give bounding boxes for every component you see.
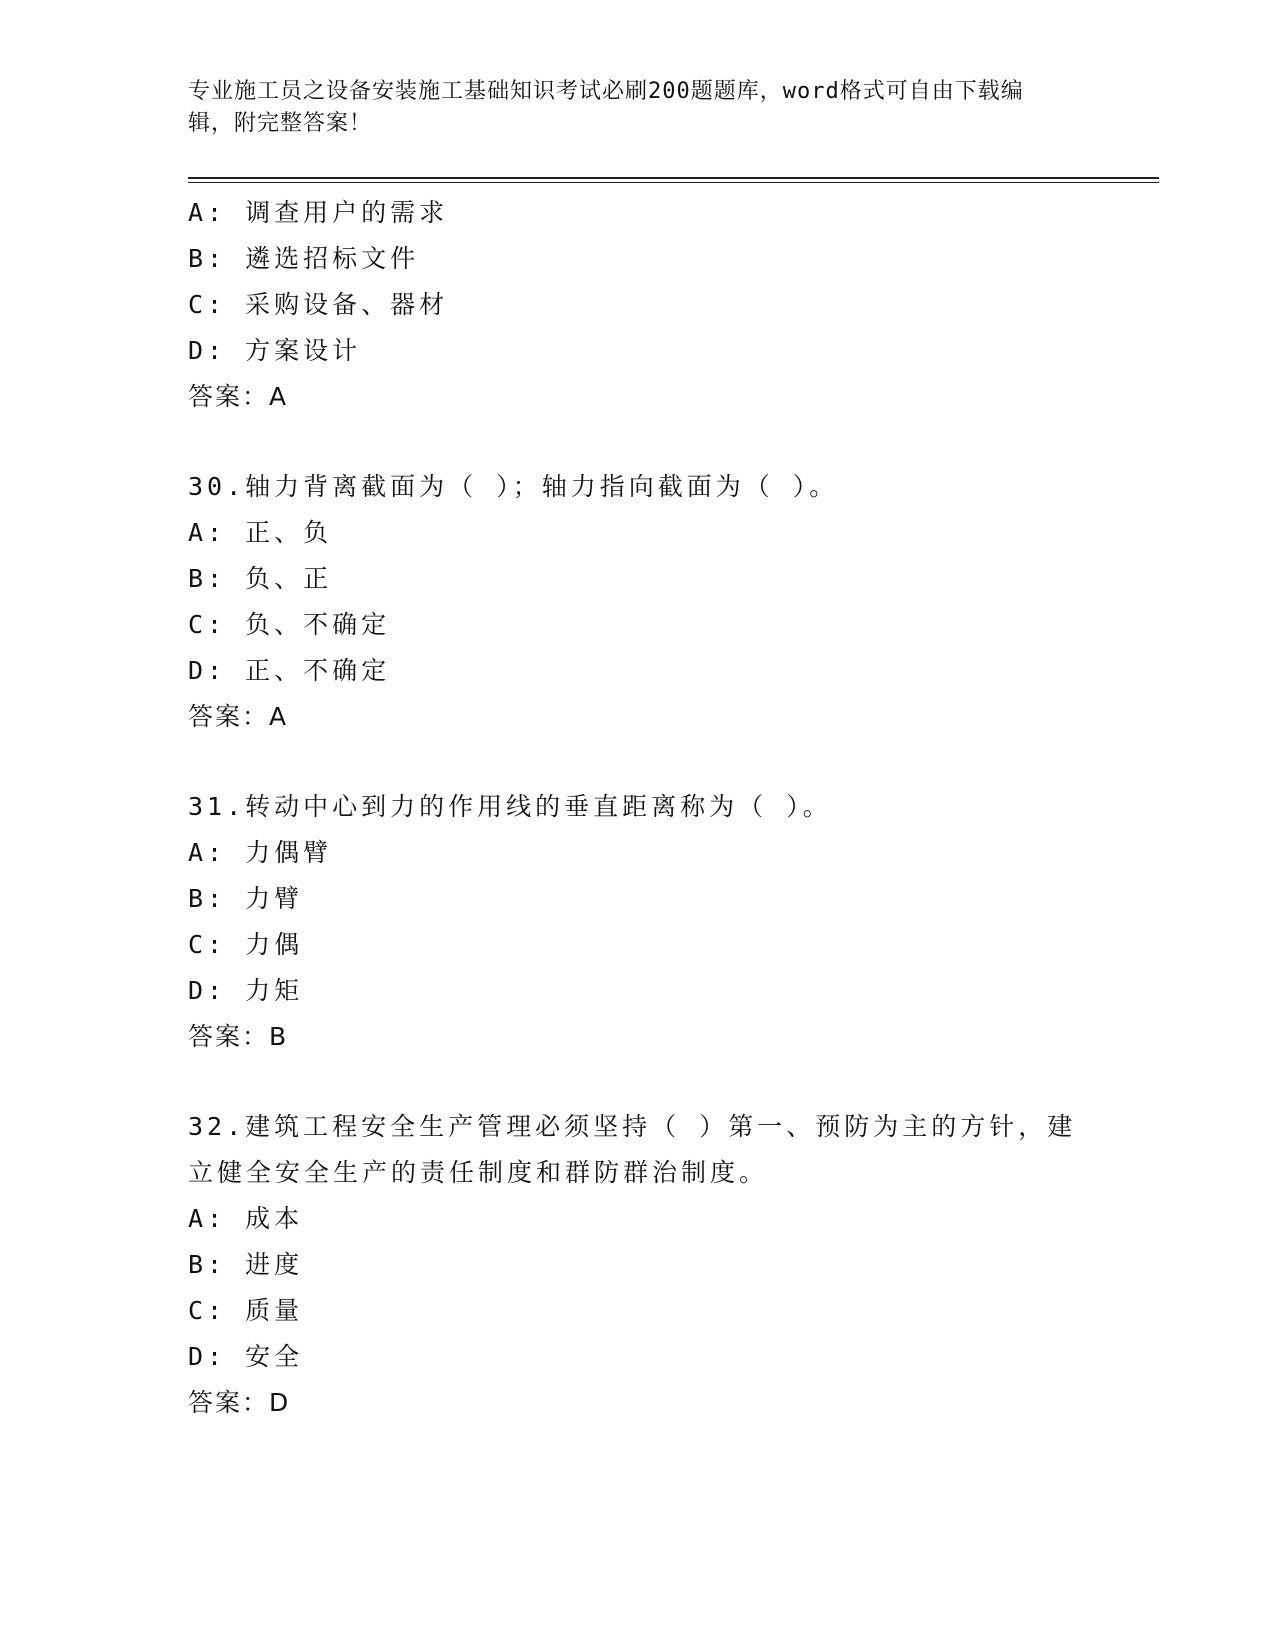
answer-line: 答案：B [188,1022,289,1051]
option-b: B: 负、正 [188,564,333,593]
option-a: A: 调查用户的需求 [188,198,449,227]
option-c: C: 力偶 [188,930,304,959]
option-b: B: 力臂 [188,884,304,913]
answer-line: 答案：A [188,382,289,411]
question-text: 31.转动中心到力的作用线的垂直距离称为（ ）。 [188,792,832,821]
question-list [188,190,1088,1426]
block-spacer [188,740,1088,784]
header-rule-thin [188,182,1159,183]
question-block [188,190,1088,420]
option-b: B: 进度 [188,1250,304,1279]
option-c: C: 采购设备、器材 [188,290,449,319]
option-a: A: 正、负 [188,518,333,547]
header-rule-thick [188,177,1159,179]
option-d: D: 力矩 [188,976,304,1005]
option-a: A: 力偶臂 [188,838,333,867]
option-a: A: 成本 [188,1204,304,1233]
option-d: D: 安全 [188,1342,304,1371]
question-block [188,784,1088,1060]
option-c: C: 负、不确定 [188,610,391,639]
option-d: D: 正、不确定 [188,656,391,685]
block-spacer [188,1060,1088,1104]
option-c: C: 质量 [188,1296,304,1325]
question-text: 32.建筑工程安全生产管理必须坚持（ ）第一、预防为主的方针，建立健全安全生产的责任制度和群防群治制度。 [188,1112,1077,1187]
question-block [188,1104,1088,1426]
question-text: 30.轴力背离截面为（ ）；轴力指向截面为（ ）。 [188,472,839,501]
option-d: D: 方案设计 [188,336,362,365]
option-b: B: 遴选招标文件 [188,244,420,273]
answer-line: 答案：D [188,1388,291,1417]
answer-line: 答案：A [188,702,289,731]
question-block [188,464,1088,740]
block-spacer [188,420,1088,464]
document-header-title: 专业施工员之设备安装施工基础知识考试必刷200题题库，word格式可自由下载编辑，附完整答案！ [188,79,1024,136]
